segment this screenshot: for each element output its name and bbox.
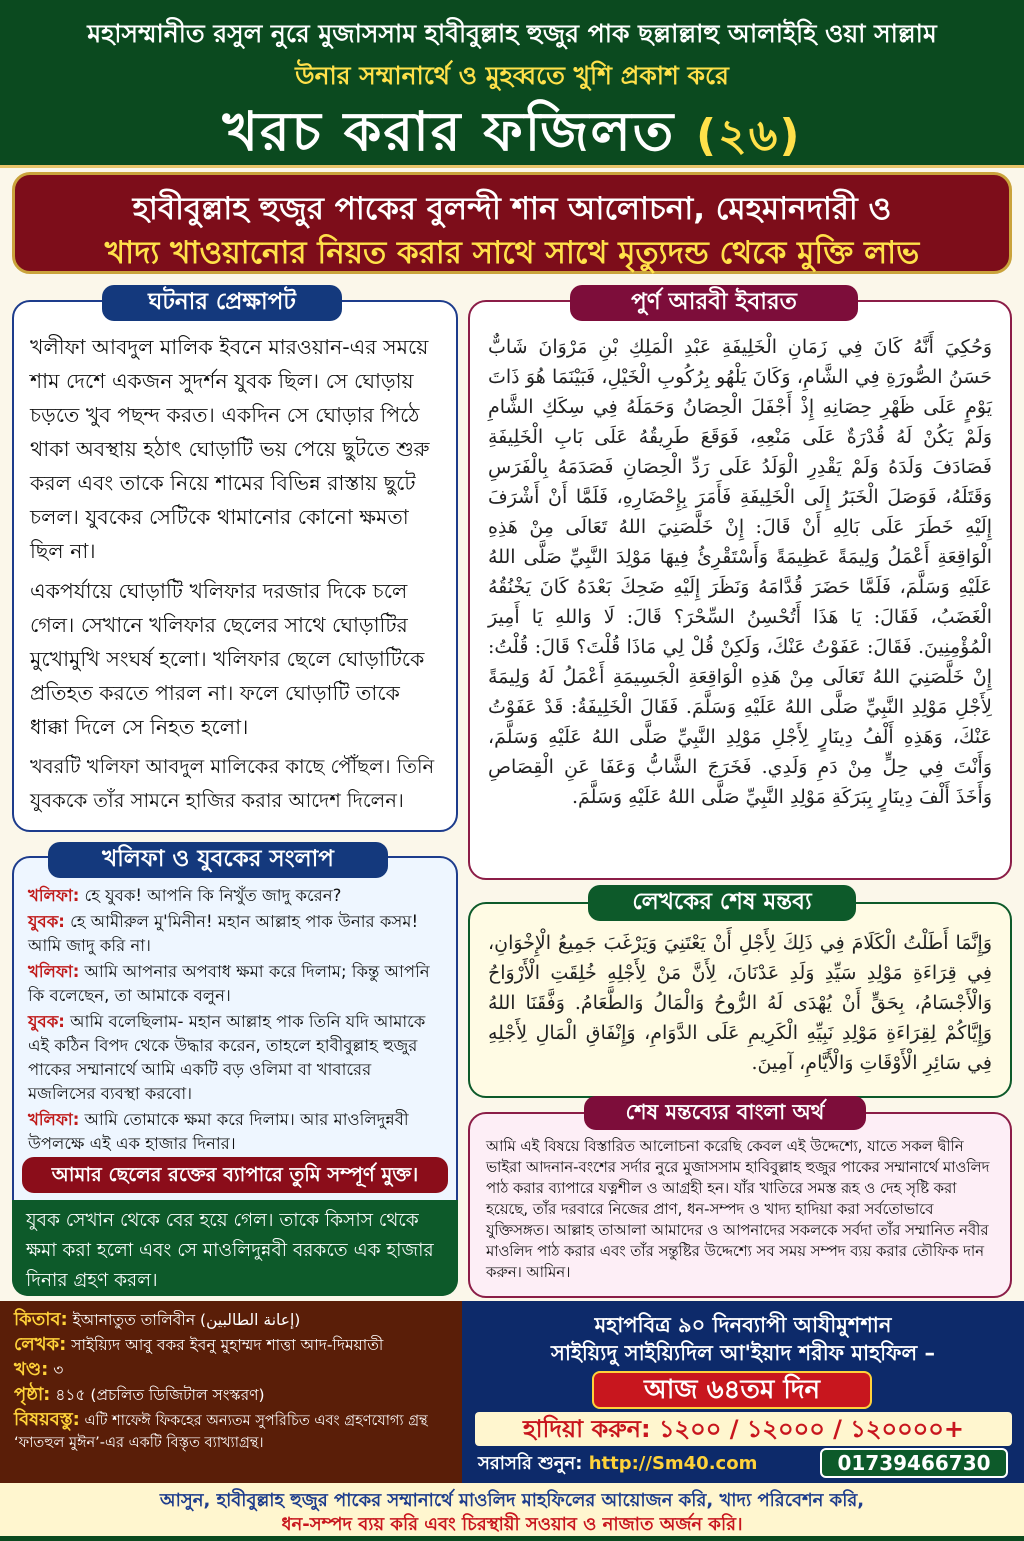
footer-line-2: ধন-সম্পদ ব্যয় করি এবং চিরস্থায়ী সওয়াব ও নাজাত অর্জন করি। <box>281 1514 743 1535</box>
source-page: পৃষ্ঠা: ৪১৫ (প্রচলিত ডিজিটাল সংস্করণ) <box>14 1384 265 1405</box>
source-volume: খণ্ড: ৩ <box>14 1359 64 1380</box>
footer <box>0 1483 1024 1536</box>
source-kitab: কিতাব: ইআনাতুত তালিবীন (إعانة الطالبين) <box>14 1309 301 1330</box>
comment-text: وَإِنَّمَا أَطَلْتُ الْكَلَامَ فِي ذَلِكَ لِأَجْلِ أَنْ يَعْتَنِيَ وَيَرْغَبَ جَمِيعُ الْإِخْوَانِ، فِي قِرَاءَةِ مَوْلِدِ سَيِّدِ وَلَدِ عَدْنَانَ، لِأَنَّ مَنْ لِأَجْلِهِ خُلِقَتِ الْأَرْوَاحُ وَالْأَجْسَامُ، بِحَقٍّ أَنْ يُهْدَى لَهُ الرُّوحُ وَالْمَالُ وَالطَّعَامُ. وَفَّقَنَا اللهُ وَإِيَّاكُمْ لِقِرَاءَةِ مَوْلِدِ نَبِيِّهِ الْكَرِيمِ عَلَى الدَّوَامِ، وَإِنْفَاقِ الْمَالِ لِأَجْلِهِ فِي سَائِرِ الْأَوْقَاتِ وَالْأَيَّامِ، آمِينَ. <box>488 932 992 1074</box>
source-author: লেখক: সাইয়্যিদ আবু বকর ইবনু মুহাম্মদ শাত্তা আদ-দিময়াতী <box>14 1334 384 1355</box>
poster-title-number: (২৬) <box>696 110 802 161</box>
website-link[interactable]: http://Sm40.com <box>588 1453 758 1474</box>
header-line-1: মহাসম্মানীত রসুল নুরে মুজাসসাম হাবীবুল্লাহ হুজুর পাক ছল্লাল্লাহু আলাইহি ওয়া সাল্লাম <box>87 19 937 48</box>
dialog-speaker: খলিফা: <box>28 1110 80 1129</box>
story-title: ঘটনার প্রেক্ষাপট <box>102 285 342 321</box>
phone-number[interactable]: 01739466730 <box>820 1448 1008 1478</box>
meaning-text: আমি এই বিষয়ে বিস্তারিত আলোচনা করেছি কেবল এই উদ্দেশ্যে, যাতে সকল দ্বীনি ভাইরা আদনান-বংশের সর্দার নুরে মুজাসসাম হাবিবুল্লাহ হুজুর পাকের সম্মানার্থে মাওলিদ পাঠ করার ব্যাপারে যত্নশীল ও আগ্রহী হন। যাঁর খাতিরে সমস্ত রূহ ও দেহ সৃষ্টি করা হয়েছে, তাঁর দরবারে নিজের প্রাণ, ধন-সম্পদ ও খাদ্য হাদিয়া করা সর্বতোভাবে যুক্তিসঙ্গত। আল্লাহ তাআলা আমাদের ও আপনাদের সকলকে সর্বদা তাঁর সম্মানিত নবীর মাওলিদ পাঠ করার এবং তাঁর সন্তুষ্টির উদ্দেশ্যে সব সময় সম্পদ ব্যয় করার তৌফিক দান করুন। আমিন। <box>486 1138 990 1281</box>
hadia-amounts: হাদিয়া করুন: ১২০০ / ১২০০০ / ১২০০০০+ <box>475 1412 1012 1446</box>
dialog-highlight: আমার ছেলের রক্তের ব্যাপারে তুমি সম্পূর্ণ মুক্ত। <box>22 1157 448 1193</box>
comment-title: লেখকের শেষ মন্তব্য <box>588 885 856 921</box>
arabic-title: পুর্ণ আরবী ইবারত <box>570 285 858 321</box>
dialog-line <box>28 1108 442 1156</box>
dialog-speaker: যুবক: <box>28 1012 65 1031</box>
dialog-title: খলিফা ও যুবকের সংলাপ <box>48 842 388 878</box>
story-paragraph-3: খবরটি খলিফা আবদুল মালিকের কাছে পৌঁছল। তিনি যুবককে তাঁর সামনে হাজির করার আদেশ দিলেন। <box>30 755 435 812</box>
poster-header <box>0 0 1024 168</box>
dialog-line <box>28 884 442 908</box>
banner-line-2: খাদ্য খাওয়ানোর নিয়ত করার সাথে সাথে মৃত্যুদন্ড থেকে মুক্তি লাভ <box>104 235 920 271</box>
arabic-card <box>468 300 1012 880</box>
meaning-card <box>468 1112 1012 1298</box>
listen-live <box>478 1450 808 1478</box>
story-paragraph-1: খলীফা আবদুল মালিক ইবনে মারওয়ান-এর সময়ে শাম দেশে একজন সুদর্শন যুবক ছিল। সে ঘোড়ায় চড়তে খুব পছন্দ করত। একদিন সে ঘোড়ার পিঠে থাকা অবস্থায় হঠাৎ ঘোড়াটি ভয় পেয়ে ছুটতে শুরু করল এবং তাকে নিয়ে শামের বিভিন্ন রাস্তায় ছুটে চলল। যুবকের সেটিকে থামানোর কোনো ক্ষমতা ছিল না। <box>30 335 430 563</box>
listen-label: সরাসরি শুনুন: <box>478 1453 583 1474</box>
dialog-text: আমি তোমাকে ক্ষমা করে দিলাম। আর মাওলিদুন্নবী উপলক্ষে এই এক হাজার দিনার। <box>28 1110 409 1153</box>
dialog-line <box>28 1010 442 1106</box>
headline-banner <box>12 172 1012 274</box>
dialog-lines <box>28 884 442 1156</box>
dialog-text: আমি বলেছিলাম- মহান আল্লাহ পাক তিনি যদি আমাকে এই কঠিন বিপদ থেকে উদ্ধার করেন, তাহলে হাবীবুল্লাহ হুজুর পাকের সম্মানার্থে আমি একটি বড় ওলিমা বা খাবারের মজলিসের ব্যবস্থা করবো। <box>28 1012 426 1103</box>
dialog-speaker: খলিফা: <box>28 962 80 981</box>
source-box <box>0 1301 462 1483</box>
arabic-text: وَحُكِيَ أَنَّهُ كَانَ فِي زَمَانِ الْخَلِيفَةِ عَبْدِ الْمَلِكِ بْنِ مَرْوَانَ شَابٌّ حَسَنُ الصُّورَةِ فِي الشَّامِ، وَكَانَ يَلْهُو بِرُكُوبِ الْخَيْلِ، فَبَيْنَمَا هُوَ ذَاتَ يَوْمٍ عَلَى ظَهْرِ حِصَانِهِ إِذْ أَجْفَلَ الْحِصَانُ وَحَمَلَهُ فِي سِكَكِ الشَّامِ وَلَمْ يَكُنْ لَهُ قُدْرَةٌ عَلَى مَنْعِهِ، فَوَقَعَ طَرِيقُهُ عَلَى بَابِ الْخَلِيفَةِ فَصَادَفَ وَلَدَهُ وَلَمْ يَقْدِرِ الْوَلَدُ عَلَى رَدِّ الْحِصَانِ فَصَدَمَهُ بِالْفَرَسِ وَقَتَلَهُ، فَوَصَلَ الْخَبَرُ إِلَى الْخَلِيفَةِ فَأَمَرَ بِإِحْضَارِهِ، فَلَمَّا أَنْ أَشْرَفَ إِلَيْهِ خَطَرَ عَلَى بَالِهِ أَنْ قَالَ: إِنْ خَلَّصَنِيَ اللهُ تَعَالَى مِنْ هَذِهِ الْوَاقِعَةِ أَعْمَلُ وَلِيمَةً عَظِيمَةً وَأَسْتَقْرِئُ فِيهَا مَوْلِدَ النَّبِيِّ صَلَّى اللهُ عَلَيْهِ وَسَلَّمَ، فَلَمَّا حَضَرَ قُدَّامَهُ وَنَظَرَ إِلَيْهِ ضَحِكَ بَعْدَهُ كَانَ يَخْنُقُهُ الْغَضَبُ، فَقَالَ: يَا هَذَا أَتُحْسِنُ السِّحْرَ؟ قَالَ: لَا وَاللهِ يَا أَمِيرَ الْمُؤْمِنِينَ. فَقَالَ: عَفَوْتُ عَنْكَ، وَلَكِنْ قُلْ لِي مَاذَا قُلْتَ؟ قَالَ: قُلْتُ: إِنْ خَلَّصَنِيَ اللهُ تَعَالَى مِنْ هَذِهِ الْوَاقِعَةِ الْجَسِيمَةِ أَعْمَلُ لَهُ وَلِيمَةً لِأَجْلِ مَوْلِدِ النَّبِيِّ صَلَّى اللهُ عَلَيْهِ وَسَلَّمَ. فَقَالَ الْخَلِيفَةُ: قَدْ عَفَوْتُ عَنْكَ، وَهَذِهِ أَلْفُ دِينَارٍ لِأَجْلِ مَوْلِدِ النَّبِيِّ صَلَّى اللهُ عَلَيْهِ وَسَلَّمَ، وَأَنْتَ فِي حِلٍّ مِنْ دَمِ وَلَدِي. فَخَرَجَ الشَّابُّ وَعَفَا عَنِ الْقِصَاصِ وَأَخَذَ أَلْفَ دِينَارٍ بِبَرَكَةِ مَوْلِدِ النَّبِيِّ صَلَّى اللهُ عَلَيْهِ وَسَلَّمَ. <box>488 336 992 808</box>
story-card <box>12 300 458 832</box>
footer-line-1: আসুন, হাবীবুল্লাহ হুজুর পাকের সম্মানার্থে মাওলিদ মাহফিলের আয়োজন করি, খাদ্য পরিবেশন করি, <box>159 1490 865 1511</box>
poster-title-text: খরচ করার ফজিলত <box>222 100 676 163</box>
dialog-closing: যুবক সেখান থেকে বের হয়ে গেল। তাকে কিসাস থেকে ক্ষমা করা হলো এবং সে মাওলিদুন্নবী বরকতে এক হাজার দিনার গ্রহণ করল। <box>12 1200 458 1296</box>
meaning-title: শেষ মন্তব্যের বাংলা অর্থ <box>584 1096 866 1130</box>
dialog-text: আমি আপনার অপবাধ ক্ষমা করে দিলাম; কিন্তু আপনি কি বলেছেন, তা আমাকে বলুন। <box>28 962 430 1005</box>
story-paragraph-2: একপর্যায়ে ঘোড়াটি খলিফার দরজার দিকে চলে গেল। সেখানে খলিফার ছেলের সাথে ঘোড়াটির মুখোমুখি সংঘর্ষ হলো। খলিফার ছেলে ঘোড়াটিকে প্রতিহত করতে পারল না। ফলে ঘোড়াটি তাকে ধাক্কা দিলে সে নিহত হলো। <box>30 579 425 739</box>
header-line-2: উনার সম্মানার্থে ও মুহব্বতে খুশি প্রকাশ করে <box>295 61 729 90</box>
dialog-speaker: যুবক: <box>28 912 65 931</box>
dialog-text: হে যুবক! আপনি কি নিখুঁত জাদু করেন? <box>79 886 342 905</box>
mahfil-line-1: মহাপবিত্র ৯০ দিনব্যাপী আযীমুশশান <box>594 1313 892 1337</box>
dialog-line <box>28 910 442 958</box>
today-badge: আজ ৬৪তম দিন <box>592 1371 872 1409</box>
dialog-text: হে আমীরুল মু'মিনীন! মহান আল্লাহ পাক উনার কসম! আমি জাদু করি না। <box>28 912 419 955</box>
comment-card <box>468 902 1012 1098</box>
dialog-line <box>28 960 442 1008</box>
dialog-speaker: খলিফা: <box>28 886 80 905</box>
poster-title <box>0 90 1024 180</box>
banner-line-1: হাবীবুল্লাহ হুজুর পাকের বুলন্দী শান আলোচনা, মেহমানদারী ও <box>132 191 892 227</box>
source-subject: বিষয়বস্তু: এটি শাফেঈ ফিকহের অন্যতম সুপরিচিত এবং গ্রহণযোগ্য গ্রন্থ ‘ফাতহুল মুঈন’-এর একটি বিস্তৃত ব্যাখ্যাগ্রন্থ। <box>14 1409 428 1451</box>
mahfil-line-2: সাইয়্যিদু সাইয়্যিদিল আ'ইয়াদ শরীফ মাহফিল – <box>551 1341 935 1365</box>
